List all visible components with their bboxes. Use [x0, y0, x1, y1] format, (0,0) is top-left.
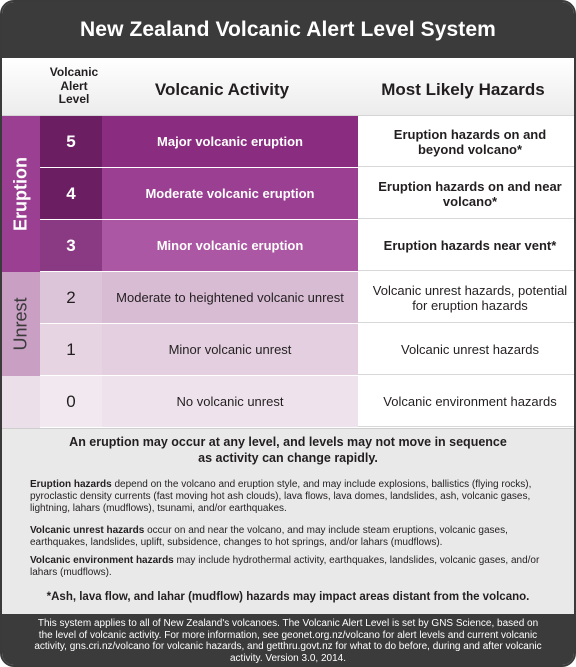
level-number: 0 [40, 376, 102, 427]
activity-text: Moderate to heightened volcanic unrest [116, 290, 344, 305]
activity-text: Minor volcanic eruption [156, 238, 304, 253]
group-eruption [2, 116, 40, 272]
eruption-warning-note: An eruption may occur at any level, and levels may not move in sequence as activity can change rapidly. [69, 435, 507, 465]
definition-term: Volcanic unrest hazards [30, 525, 145, 536]
footer: This system applies to all of New Zealand's volcanoes. The Volcanic Alert Level is set by GNS Science, based on the level of volcanic activity. For more information, see geonet.org.nz/volcano for alert levels and current volcanic activity, gns.cri.nz/volcano for volcanic hazards, and getthru.govt.nz for what to do before, during and after volcanic activity. Version 3.0, 2014. [2, 614, 574, 667]
alert-level-row [40, 116, 574, 168]
definition-unrest-hazards [30, 525, 560, 549]
hazard-text: Volcanic unrest hazards [400, 342, 540, 357]
header-level-line: Level [58, 92, 90, 106]
alert-level-row [40, 272, 574, 324]
level-number: 5 [40, 116, 102, 167]
hazard-text: Eruption hazards on and beyond volcano* [393, 126, 547, 157]
group-label-eruption: Eruption [10, 157, 31, 231]
definition-text: depend on the volcano and eruption style, and may include explosions, ballistics (flying rocks), pyroclastic density currents (fast moving hot ash clouds), lava flows, lava domes, landslides, ash, volcanic gases, lightning, lahars (mudflows), tsunami, and/or earthquakes. [30, 479, 532, 514]
table-header [2, 58, 574, 116]
hazard-text: Volcanic environment hazards [383, 394, 557, 409]
definition-eruption-hazards [30, 479, 560, 515]
notes-panel [2, 428, 574, 614]
group-unrest [2, 272, 40, 376]
level-number: 2 [40, 272, 102, 323]
activity-text: Moderate volcanic eruption [145, 186, 315, 201]
definition-text: occur on and near the volcano, and may include steam eruptions, volcanic gases, earthquakes, landslides, uplift, subsidence, changes to hot springs, and/or lahars (mudflows). [30, 525, 508, 548]
definition-term: Volcanic environment hazards [30, 555, 174, 566]
alert-level-row [40, 168, 574, 220]
group-label-unrest: Unrest [10, 297, 31, 351]
page-title: New Zealand Volcanic Alert Level System [80, 18, 496, 41]
header-alert-level [38, 66, 110, 107]
activity-text: No volcanic unrest [176, 394, 284, 409]
level-number: 1 [40, 324, 102, 375]
hazard-text: Volcanic unrest hazards, potential for eruption hazards [372, 282, 568, 313]
activity-text: Minor volcanic unrest [168, 342, 292, 357]
hazard-text: Eruption hazards near vent* [383, 238, 557, 253]
header-volcanic-activity: Volcanic Activity [154, 80, 290, 99]
hazard-text: Eruption hazards on and near volcano* [378, 178, 562, 209]
header-most-likely-hazards: Most Likely Hazards [381, 80, 545, 99]
definition-term: Eruption hazards [30, 479, 112, 490]
header-level-line: Volcanic [49, 65, 99, 79]
alert-level-row [40, 220, 574, 272]
activity-text: Major volcanic eruption [157, 134, 303, 149]
definition-text: may include hydrothermal activity, earthquakes, landslides, volcanic gases, and/or lahars (mudflows). [30, 555, 540, 578]
group-no-unrest [2, 376, 40, 428]
level-number: 3 [40, 220, 102, 271]
alert-level-row [40, 324, 574, 376]
title-bar [2, 2, 574, 58]
alert-level-row [40, 376, 574, 428]
header-level-line: Alert [60, 78, 88, 93]
definition-environment-hazards [30, 555, 560, 579]
level-number: 4 [40, 168, 102, 219]
ash-footnote: *Ash, lava flow, and lahar (mudflow) hazards may impact areas distant from the volcano. [46, 591, 530, 603]
